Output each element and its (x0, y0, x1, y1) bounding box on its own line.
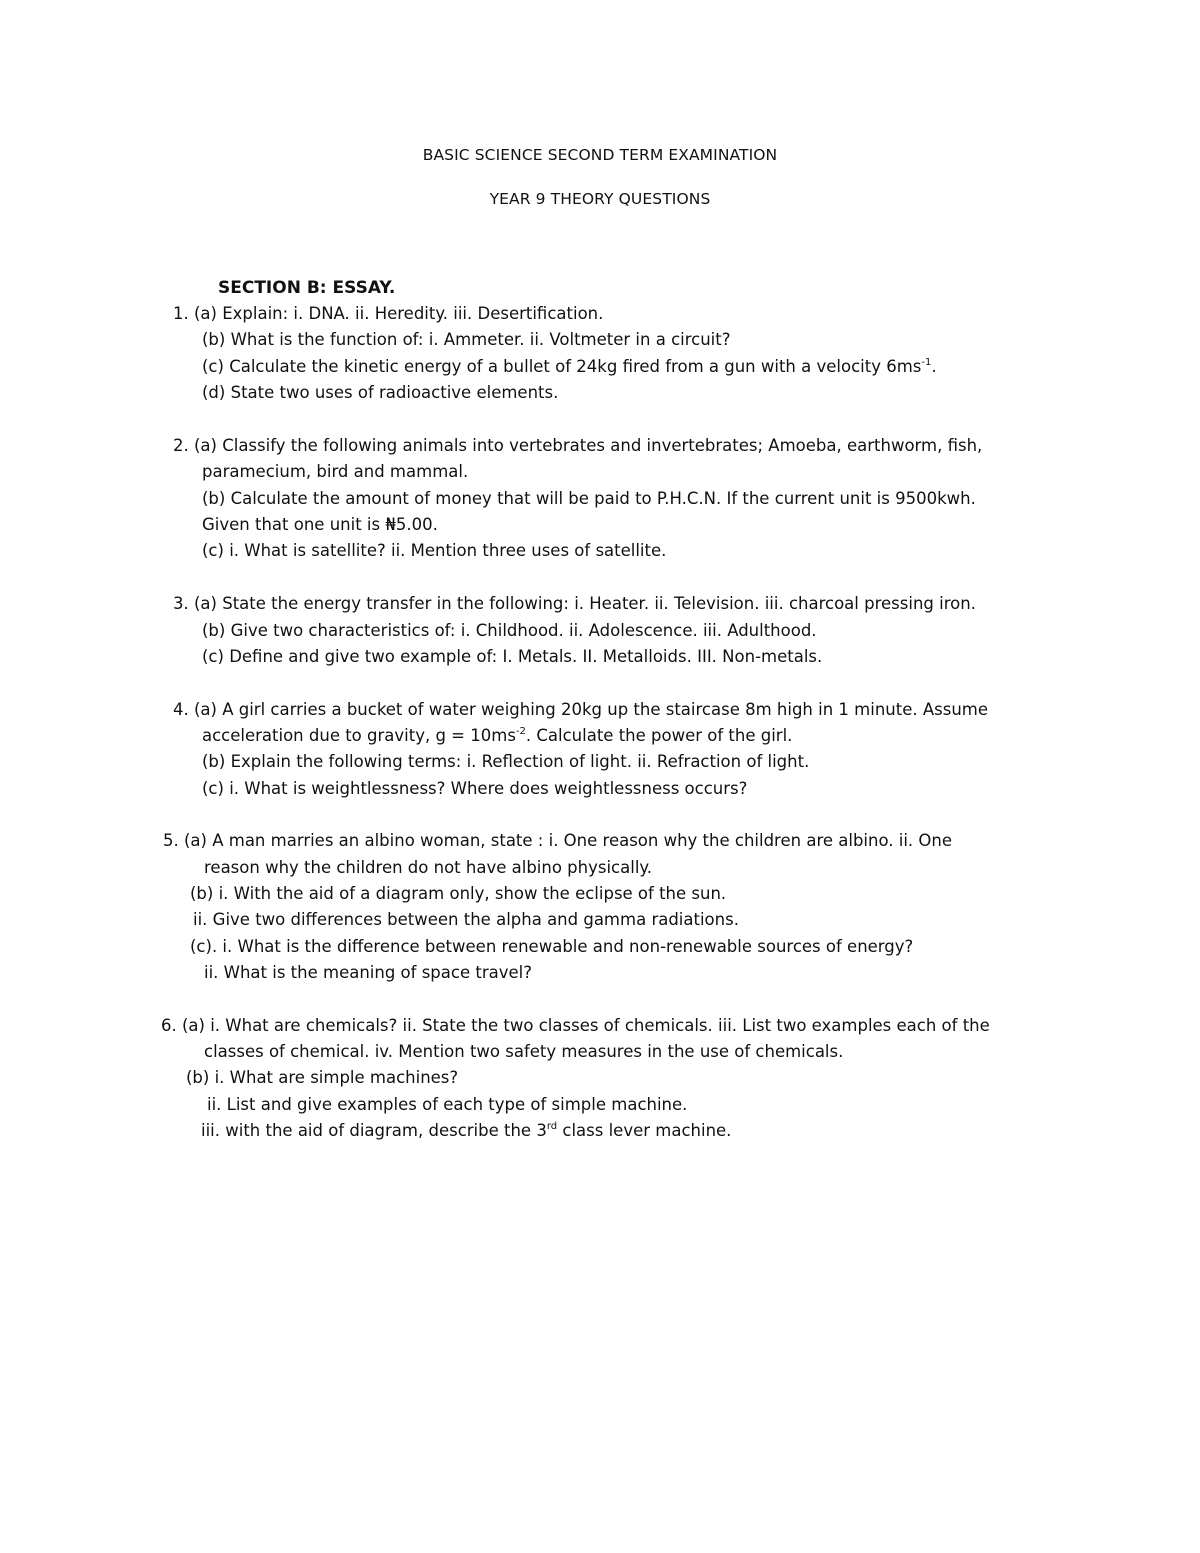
question-4-c: (c) i. What is weightlessness? Where does weightlessness occurs? (202, 779, 748, 798)
question-3-b: (b) Give two characteristics of: i. Childhood. ii. Adolescence. iii. Adulthood. (202, 621, 817, 640)
question-4-a-line-2 (202, 725, 792, 747)
question-2-b-line-2: Given that one unit is ₦5.00. (202, 515, 438, 534)
question-3-c: (c) Define and give two example of: I. Metals. II. Metalloids. III. Non-metals. (202, 647, 823, 666)
question-3-a: 3. (a) State the energy transfer in the following: i. Heater. ii. Television. iii. charcoal pressing iron. (173, 594, 976, 613)
question-4-a-line-2-text: acceleration due to gravity, g = 10ms (202, 726, 516, 745)
question-5-a-line-1: 5. (a) A man marries an albino woman, state : i. One reason why the children are albino. ii. One (163, 831, 953, 850)
question-1-b: (b) What is the function of: i. Ammeter. ii. Voltmeter in a circuit? (202, 330, 731, 349)
question-6-a-line-1: 6. (a) i. What are chemicals? ii. State the two classes of chemicals. iii. List two examples each of the (161, 1016, 990, 1035)
section-heading: SECTION B: ESSAY. (218, 278, 396, 298)
question-1-c-superscript: -1 (921, 356, 932, 368)
question-5-a-line-2: reason why the children do not have albino physically. (204, 858, 653, 877)
question-6-b-line-3-end: class lever machine. (557, 1121, 732, 1140)
question-5-c-line-2: ii. What is the meaning of space travel? (204, 963, 532, 982)
question-4-b: (b) Explain the following terms: i. Reflection of light. ii. Refraction of light. (202, 752, 810, 771)
question-5-c-line-1: (c). i. What is the difference between renewable and non-renewable sources of energy? (190, 937, 914, 956)
question-4-a-line-1: 4. (a) A girl carries a bucket of water weighing 20kg up the staircase 8m high in 1 minute. Assume (173, 700, 989, 719)
exam-title: BASIC SCIENCE SECOND TERM EXAMINATION (422, 146, 778, 164)
question-6-a-line-2: classes of chemical. iv. Mention two safety measures in the use of chemicals. (204, 1042, 844, 1061)
question-2-b-line-1: (b) Calculate the amount of money that will be paid to P.H.C.N. If the current unit is 9500kwh. (202, 489, 976, 508)
question-5-b-line-2: ii. Give two differences between the alpha and gamma radiations. (193, 910, 739, 929)
question-1-a: 1. (a) Explain: i. DNA. ii. Heredity. iii. Desertification. (173, 304, 604, 323)
question-4-a-superscript: -2 (515, 725, 526, 737)
question-6-b-line-3-text: iii. with the aid of diagram, describe the 3 (201, 1121, 547, 1140)
question-5-b-line-1: (b) i. With the aid of a diagram only, show the eclipse of the sun. (190, 884, 727, 903)
question-6-b-line-1: (b) i. What are simple machines? (186, 1068, 459, 1087)
question-2-a-line-1: 2. (a) Classify the following animals into vertebrates and invertebrates; Amoeba, earthworm, fish, (173, 436, 983, 455)
question-4-a-line-2-end: . Calculate the power of the girl. (525, 726, 793, 745)
question-1-c-text: (c) Calculate the kinetic energy of a bullet of 24kg fired from a gun with a velocity 6ms (202, 357, 922, 376)
question-6-b-superscript: rd (546, 1120, 558, 1132)
question-2-c: (c) i. What is satellite? ii. Mention three uses of satellite. (202, 541, 667, 560)
question-1-c (202, 356, 937, 378)
question-6-b-line-2: ii. List and give examples of each type of simple machine. (207, 1095, 688, 1114)
exam-subtitle: YEAR 9 THEORY QUESTIONS (489, 190, 711, 208)
question-6-b-line-3 (201, 1120, 731, 1142)
question-1-c-end: . (931, 357, 937, 376)
question-1-d: (d) State two uses of radioactive elements. (202, 383, 559, 402)
question-2-a-line-2: paramecium, bird and mammal. (202, 462, 469, 481)
